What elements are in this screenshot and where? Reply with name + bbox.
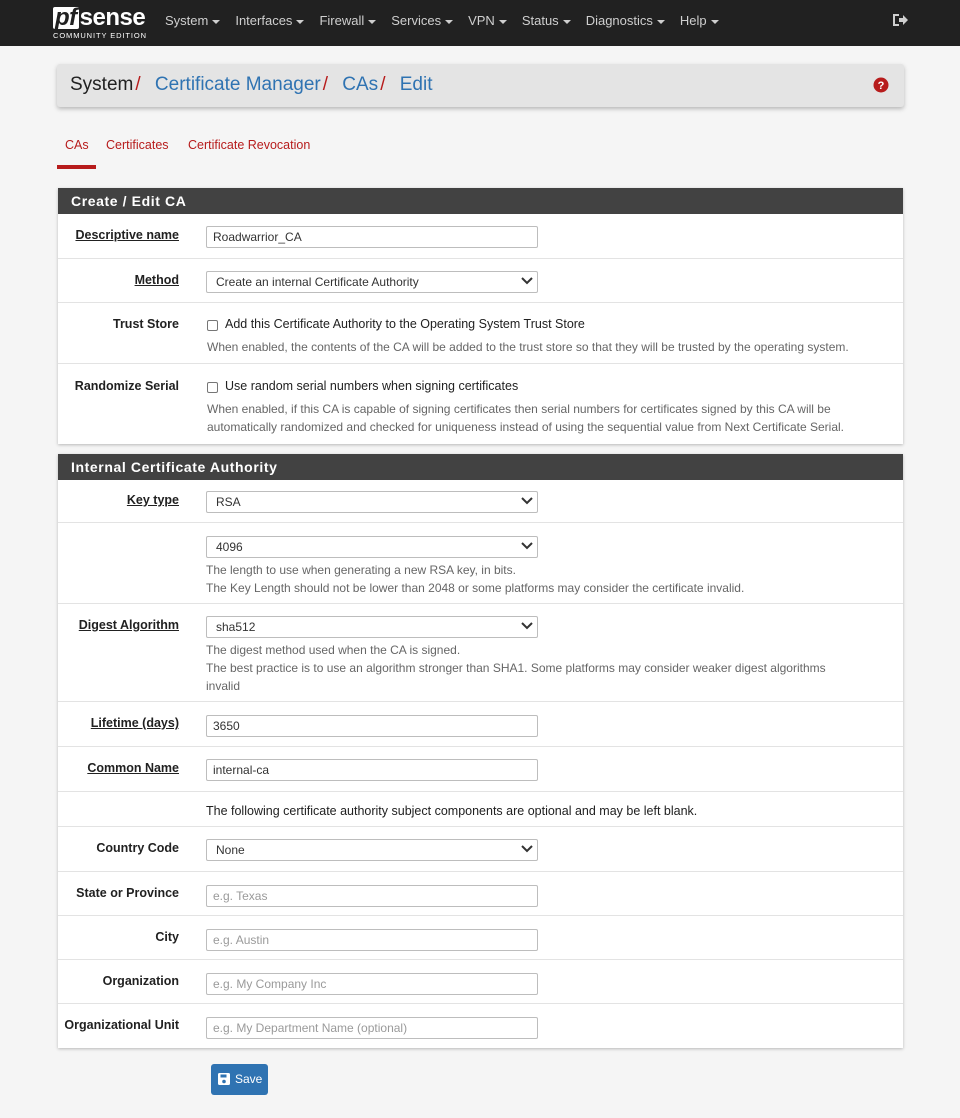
caret-down-icon [657, 20, 665, 24]
digest-algorithm-select[interactable]: sha512 [206, 616, 538, 638]
logout-icon[interactable] [891, 11, 909, 29]
chevron-down-icon [521, 622, 533, 630]
row-lifetime [58, 702, 903, 747]
randomize-serial-hint-1: When enabled, if this CA is capable of signing certificates then serial numbers for certificates signed by this CA will be [207, 402, 831, 416]
menu-system[interactable]: System [165, 0, 220, 46]
optional-components-note: The following certificate authority subject components are optional and may be left blank. [206, 804, 698, 818]
row-key-type [58, 480, 903, 523]
logo-sense: sense [79, 4, 146, 31]
panel-title: Create / Edit CA [58, 188, 903, 214]
key-length-hint-2: The Key Length should not be lower than 2048 or some platforms may consider the certificate invalid. [206, 581, 745, 595]
caret-down-icon [368, 20, 376, 24]
row-key-length [58, 523, 903, 604]
breadcrumb-cas[interactable]: CAs [342, 74, 379, 95]
state-label: State or Province [76, 886, 179, 900]
breadcrumb-root: System [70, 74, 134, 95]
breadcrumb [57, 64, 904, 107]
panel-title: Internal Certificate Authority [58, 454, 903, 480]
help-icon[interactable] [873, 77, 889, 93]
save-button[interactable] [211, 1064, 268, 1095]
city-label: City [155, 930, 179, 944]
method-select[interactable]: Create an internal Certificate Authority [206, 271, 538, 293]
tab-certificates[interactable]: Certificates [106, 138, 169, 152]
row-country-code [58, 827, 903, 872]
trust-store-hint: When enabled, the contents of the CA will be added to the trust store so that they will be trusted by the operating system. [207, 340, 849, 354]
chevron-down-icon [521, 542, 533, 550]
city-input[interactable]: e.g. Austin [206, 929, 538, 951]
common-name-input[interactable]: internal-ca [206, 759, 538, 781]
row-trust-store [58, 303, 903, 364]
row-common-name [58, 747, 903, 792]
organization-input[interactable]: e.g. My Company Inc [206, 973, 538, 995]
menu-services[interactable]: Services [391, 0, 453, 46]
caret-down-icon [212, 20, 220, 24]
trust-store-checkbox[interactable] [207, 320, 218, 331]
digest-hint-1: The digest method used when the CA is signed. [206, 643, 461, 657]
descriptive-name-input[interactable]: Roadwarrior_CA [206, 226, 538, 248]
country-code-select[interactable]: None [206, 839, 538, 861]
caret-down-icon [711, 20, 719, 24]
randomize-serial-hint-2: automatically randomized and checked for uniqueness instead of using the sequential value from Next Certificate Serial. [207, 420, 845, 434]
caret-down-icon [563, 20, 571, 24]
main-menu [165, 0, 734, 46]
row-city [58, 916, 903, 960]
active-tab-indicator [57, 165, 96, 169]
row-method [58, 259, 903, 303]
randomize-serial-label: Randomize Serial [74, 379, 179, 393]
create-edit-ca-panel [58, 188, 903, 444]
pfsense-logo[interactable] [53, 5, 149, 41]
row-organizational-unit [58, 1004, 903, 1048]
lifetime-input[interactable]: 3650 [206, 715, 538, 737]
organization-label: Organization [102, 974, 179, 988]
caret-down-icon [445, 20, 453, 24]
key-length-select[interactable]: 4096 [206, 536, 538, 558]
digest-algorithm-label: Digest Algorithm [78, 618, 179, 632]
trust-store-checkbox-label[interactable]: Add this Certificate Authority to the Operating System Trust Store [225, 317, 585, 331]
randomize-serial-checkbox-label[interactable]: Use random serial numbers when signing certificates [225, 379, 519, 393]
top-navbar [0, 0, 960, 46]
chevron-down-icon [521, 277, 533, 285]
internal-ca-panel [58, 454, 903, 1048]
row-descriptive-name [58, 214, 903, 259]
row-digest-algorithm [58, 604, 903, 702]
key-length-hint-1: The length to use when generating a new RSA key, in bits. [206, 563, 516, 577]
chevron-down-icon [521, 497, 533, 505]
country-code-label: Country Code [96, 841, 179, 855]
save-icon [217, 1072, 231, 1086]
menu-status[interactable]: Status [522, 0, 571, 46]
svg-text:?: ? [877, 80, 885, 92]
common-name-label: Common Name [87, 761, 179, 775]
key-type-label: Key type [126, 493, 179, 507]
chevron-down-icon [521, 845, 533, 853]
breadcrumb-separator: / [380, 74, 386, 95]
menu-diagnostics[interactable]: Diagnostics [586, 0, 665, 46]
menu-vpn[interactable]: VPN [468, 0, 507, 46]
organizational-unit-label: Organizational Unit [64, 1018, 179, 1032]
menu-interfaces[interactable]: Interfaces [235, 0, 304, 46]
randomize-serial-checkbox[interactable] [207, 382, 218, 393]
trust-store-label: Trust Store [113, 317, 179, 331]
row-optional-note [58, 792, 903, 827]
edition-label: COMMUNITY EDITION [53, 31, 147, 40]
logo-wordmark [53, 5, 145, 31]
breadcrumb-certificate-manager[interactable]: Certificate Manager [154, 74, 321, 95]
tab-certificate-revocation[interactable]: Certificate Revocation [188, 138, 311, 152]
breadcrumb-separator: / [322, 74, 328, 95]
breadcrumb-edit[interactable]: Edit [399, 74, 433, 95]
logo-pf: pf [55, 4, 77, 31]
method-label: Method [134, 273, 179, 287]
state-input[interactable]: e.g. Texas [206, 885, 538, 907]
caret-down-icon [296, 20, 304, 24]
digest-hint-3: invalid [206, 679, 241, 693]
row-state [58, 872, 903, 916]
row-organization [58, 960, 903, 1004]
tab-cas[interactable]: CAs [65, 138, 89, 152]
caret-down-icon [499, 20, 507, 24]
key-type-select[interactable]: RSA [206, 491, 538, 513]
digest-hint-2: The best practice is to use an algorithm stronger than SHA1. Some platforms may consider weaker digest algorithms [206, 661, 826, 675]
save-button-label: Save [235, 1072, 263, 1086]
breadcrumb-separator: / [135, 74, 141, 95]
lifetime-label: Lifetime (days) [90, 716, 179, 730]
organizational-unit-input[interactable]: e.g. My Department Name (optional) [206, 1017, 538, 1039]
row-randomize-serial [58, 364, 903, 444]
menu-firewall[interactable]: Firewall [319, 0, 376, 46]
menu-help[interactable]: Help [680, 0, 719, 46]
descriptive-name-label: Descriptive name [75, 228, 179, 242]
